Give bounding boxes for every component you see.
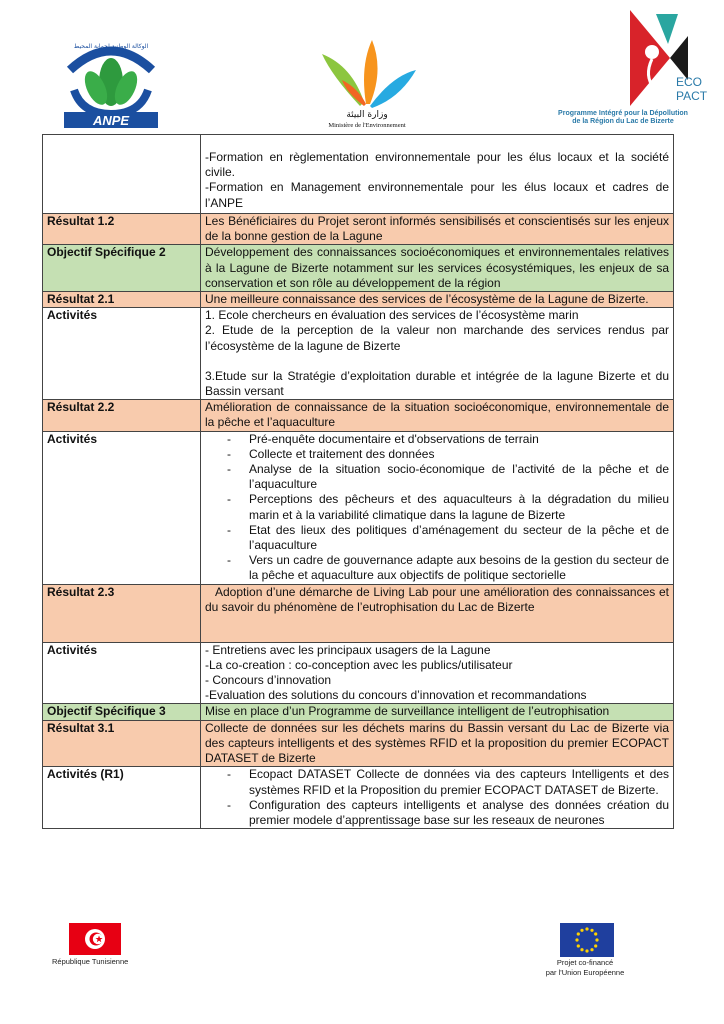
eu-caption-line1: Projet co-financé [556, 958, 614, 967]
row-content [201, 767, 674, 829]
table-row-resultat-1-2 [43, 214, 674, 245]
ministry-french-name: Ministère de l'Environnement [328, 122, 406, 129]
row-label: Résultat 2.1 [43, 292, 201, 308]
row-label: Activités [43, 431, 201, 584]
content-line: 2. Etude de la perception de la valeur non marchande des services rendus par l’écosystème de la lagune de Bizerte [205, 323, 669, 353]
blank-line [205, 354, 669, 369]
row-label: Résultat 2.2 [43, 400, 201, 431]
ecopact-word-eco: ECO [676, 75, 703, 89]
eu-logo [520, 920, 650, 980]
list-item: - Perceptions des pêcheurs et des aquaculteurs à la dégradation du milieu marin et à la variabilité climatique dans la lagune de Bizerte [205, 492, 669, 522]
row-content: Amélioration de connaissance de la situation socioéconomique, environnementale de la pêche et l’aquaculture [201, 400, 674, 431]
row-content [201, 308, 674, 400]
row-content [201, 642, 674, 704]
row-content [201, 431, 674, 584]
ecopact-caption-line2: de la Région du Lac de Bizerte [572, 118, 674, 125]
ministry-arabic-name: وزارة البيئة [346, 110, 388, 120]
content-line: -Formation en Management environnementale pour les élus locaux et cadres de l’ANPE [205, 180, 669, 210]
page-header [0, 0, 724, 135]
table-row-activites-r1 [43, 767, 674, 829]
row-content: Développement des connaissances socioéconomiques et environnementales relatives à la Lagune de Bizerte notamment sur les services écosystémiques, les enjeux de sa conservation et son rôle au développement de la région [201, 245, 674, 292]
table-row-resultat-2-3 [43, 584, 674, 642]
table-row-activites-2-3 [43, 642, 674, 704]
row-content [201, 135, 674, 214]
list-item: - Collecte et traitement des données [205, 447, 669, 462]
row-label: Activités (R1) [43, 767, 201, 829]
tunisia-logo [52, 920, 162, 970]
list-item: - Vers un cadre de gouvernance adapte aux besoins de la gestion du secteur de la pêche et aquaculture aux objectifs de politique sectorielle [205, 553, 669, 583]
table-row-resultat-2-2 [43, 400, 674, 431]
eu-flag-icon [560, 923, 614, 957]
row-content: Collecte de données sur les déchets marins du Bassin versant du Lac de Bizerte via des capteurs intelligents et des systèmes RFID et la proposition du premier ECOPACT DATASET de Bizerte [201, 720, 674, 767]
list-item: - Pré-enquête documentaire et d'observations de terrain [205, 432, 669, 447]
anpe-logo-text: ANPE [92, 113, 130, 128]
content-line: -La co-creation : co-conception avec les publics/utilisateur [205, 657, 513, 672]
table-row-objectif-2 [43, 245, 674, 292]
content-line: 1. Ecole chercheurs en évaluation des services de l’écosystème marin [205, 308, 579, 323]
ecopact-logo [548, 6, 718, 130]
row-content: Mise en place d’un Programme de surveillance intelligent de l’eutrophisation [201, 704, 674, 720]
table-row-resultat-2-1 [43, 292, 674, 308]
row-label: Résultat 2.3 [43, 584, 201, 642]
row-label: Résultat 1.2 [43, 214, 201, 245]
row-label: Objectif Spécifique 2 [43, 245, 201, 292]
content-line: -Evaluation des solutions du concours d’innovation et recommandations [205, 688, 587, 703]
row-content: Adoption d’une démarche de Living Lab pour une amélioration des connaissances et du savoir du phénomène de l’eutrophisation du Lac de Bizerte [201, 584, 674, 642]
logframe-table [42, 134, 674, 829]
tunisia-caption: République Tunisienne [52, 957, 129, 966]
row-content: Les Bénéficiaires du Projet seront informés sensibilisés et conscientisés sur les enjeux de la bonne gestion de la Lagune [201, 214, 674, 245]
activity-list [205, 767, 669, 828]
list-item: - Analyse de la situation socio-économique de l’activité de la pêche et de l’aquaculture [205, 462, 669, 492]
ecopact-caption [548, 110, 698, 126]
list-item: - Etat des lieux des politiques d’aménagement du secteur de la pêche et de l’aquaculture [205, 523, 669, 553]
anpe-arabic-text: الوكالة الوطنية لحماية المحيط [73, 43, 149, 50]
activity-list [205, 432, 669, 584]
table-row-resultat-3-1 [43, 720, 674, 767]
table-row-objectif-3 [43, 704, 674, 720]
tunisia-flag-icon [69, 923, 121, 955]
list-item: - Configuration des capteurs intelligents et analyse des données création du premier modele d’apprentissage base sur les reseaux de neurones [205, 798, 669, 828]
table-row-activites-2-1 [43, 308, 674, 400]
content-line: 3.Etude sur la Stratégie d’exploitation durable et intégrée de la lagune Bizerte et du Bassin versant [205, 368, 669, 399]
table-row [43, 135, 674, 214]
table-row-activites-2-2 [43, 431, 674, 584]
row-label: Activités [43, 642, 201, 704]
ministry-logo [312, 36, 422, 134]
content-line: - Concours d’innovation [205, 673, 332, 688]
ecopact-caption-line1: Programme Intégré pour la Dépollution [558, 110, 688, 117]
content-line: - Entretiens avec les principaux usagers de la Lagune [205, 642, 491, 657]
anpe-logo [52, 30, 170, 130]
leaf-logo-icon [312, 36, 422, 108]
ecopact-word-pact: PACT [676, 89, 708, 103]
row-label [43, 135, 201, 214]
eu-caption [520, 958, 650, 978]
row-label: Objectif Spécifique 3 [43, 704, 201, 720]
ecopact-emblem-icon [548, 6, 718, 110]
list-item: - Ecopact DATASET Collecte de données via des capteurs Intelligents et des systèmes RFID et la Proposition du premier ECOPACT DATASET de Bizerte. [205, 767, 669, 797]
eu-caption-line2: par l'Union Européenne [545, 968, 625, 977]
row-label: Résultat 3.1 [43, 720, 201, 767]
content-line: -Formation en règlementation environnementale pour les élus locaux et la société civile. [205, 150, 669, 180]
row-content: Une meilleure connaissance des services de l’écosystème de la Lagune de Bizerte. [201, 292, 674, 308]
row-label: Activités [43, 308, 201, 400]
